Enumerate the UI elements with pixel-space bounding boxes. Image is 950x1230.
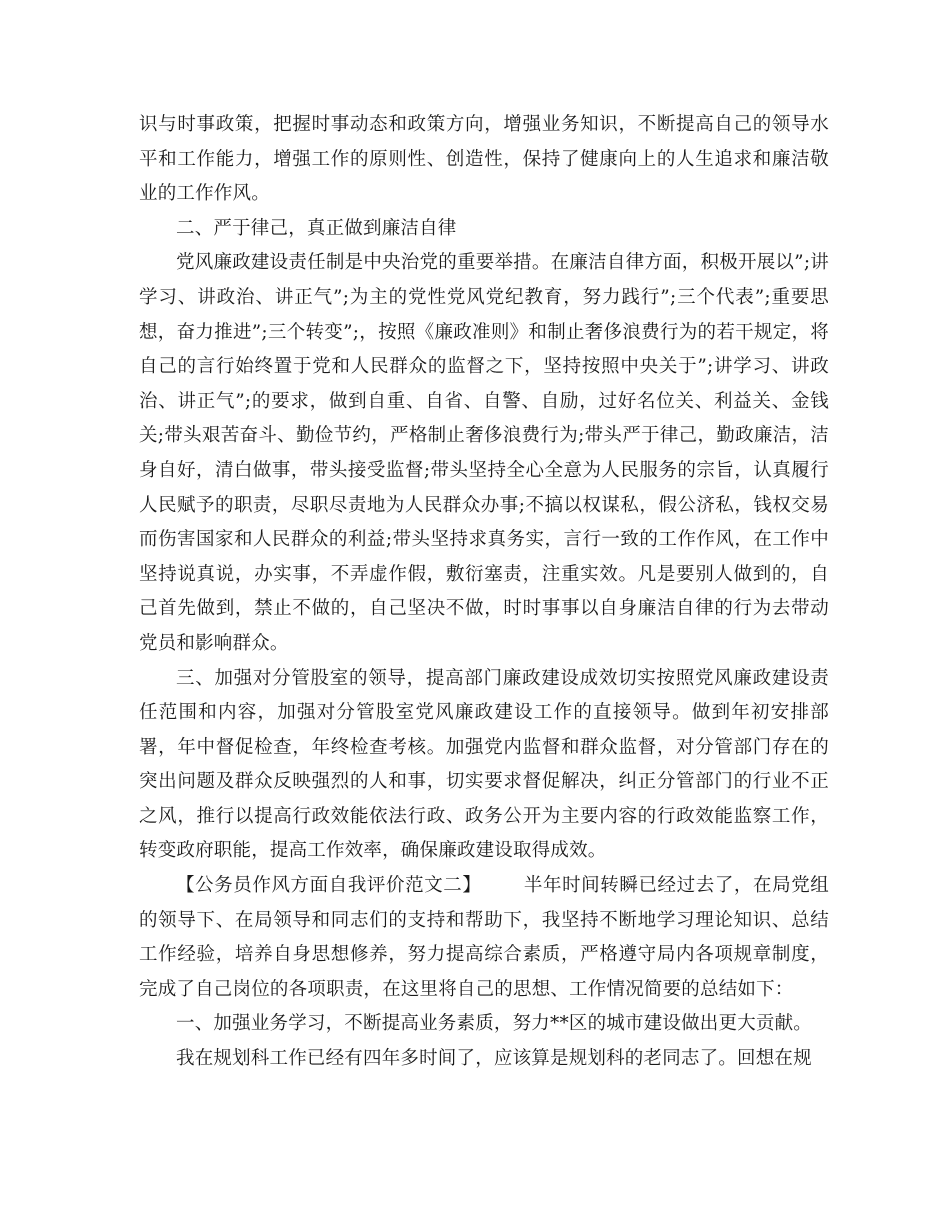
paragraph-planning-work: 我在规划科工作已经有四年多时间了，应该算是规划科的老同志了。回想在规 — [176, 1048, 812, 1070]
section-heading-3-paragraph: 三、加强对分管股室的领导，提高部门廉政建设成效切实按照党风廉政建设责任范围和内容，加强对分管股室党风廉政建设工作的直接领导。做到年初安排部署，年中督促检查，年终检查考核。加强党内监督和群众监督，对分管部门存在的突出问题及群众反映强烈的人和事，切实要求督促解决，纠正分管部门的行业不正之风，推行以提高行政效能依法行政、政务公开为主要内容的行政效能监察工作，转变政府职能，提高工作效率，确保廉政建设取得成效。 — [139, 667, 829, 862]
paragraph-continuation: 识与时事政策，把握时事动态和政策方向，增强业务知识，不断提高自己的领导水平和工作能力，增强工作的原则性、创造性，保持了健康向上的人生追求和廉洁敬业的工作作风。 — [139, 114, 829, 205]
sample-two-paragraph — [139, 869, 829, 1007]
section-heading-2: 二、严于律己，真正做到廉洁自律 — [176, 217, 457, 239]
document-body — [139, 108, 829, 1077]
sample-two-body: 半年时间转瞬已经过去了，在局党组的领导下、在局领导和同志们的支持和帮助下，我坚持不断地学习理论知识、总结工作经验，培养自身思想修养，努力提高综合素质，严格遵守局内各项规章制度，完成了自己岗位的各项职责，在这里将自己的思想、工作情况简要的总结如下： — [139, 875, 829, 1000]
section-heading-1-study: 一、加强业务学习，不断提高业务素质，努力**区的城市建设做出更大贡献。 — [176, 1013, 813, 1035]
paragraph-self-discipline: 党风廉政建设责任制是中央治党的重要举措。在廉洁自律方面，积极开展以”;讲学习、讲政治、讲正气”;为主的党性党风党纪教育，努力践行”;三个代表”;重要思想，奋力推进”;三个转变”;，按照《廉政准则》和制止奢侈浪费行为的若干规定，将自己的言行始终置于党和人民群众的监督之下，坚持按照中央关于”;讲学习、讲政治、讲正气”;的要求，做到自重、自省、自警、自励，过好名位关、利益关、金钱关;带头艰苦奋斗、勤俭节约，严格制止奢侈浪费行为;带头严于律己，勤政廉洁，洁身自好，清白做事，带头接受监督;带头坚持全心全意为人民服务的宗旨，认真履行人民赋予的职责，尽职尽责地为人民群众办事;不搞以权谋私，假公济私，钱权交易而伤害国家和人民群众的利益;带头坚持求真务实，言行一致的工作作风，在工作中坚持说真说，办实事，不弄虚作假，敷衍塞责，注重实效。凡是要别人做到的，自己首先做到，禁止不做的，自己坚决不做，时时事事以自身廉洁自律的行为去带动党员和影响群众。 — [139, 252, 829, 654]
sample-two-heading: 【公务员作风方面自我评价范文二】 — [176, 875, 482, 897]
